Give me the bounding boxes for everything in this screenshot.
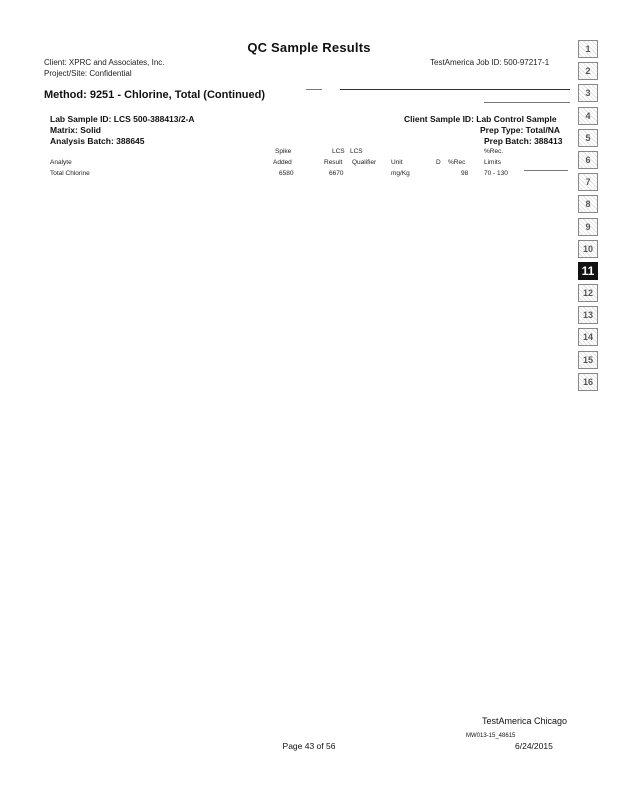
prep-type: Prep Type: Total/NA bbox=[480, 125, 560, 135]
section-tab-2[interactable] bbox=[578, 62, 598, 80]
section-tab-label: 5 bbox=[579, 130, 597, 146]
footer-lab-name: TestAmerica Chicago bbox=[482, 716, 568, 726]
section-tab-3[interactable] bbox=[578, 84, 598, 102]
page-number: Page 43 of 56 bbox=[282, 741, 336, 751]
section-tab-label: 16 bbox=[579, 374, 597, 390]
prep-batch: Prep Batch: 388413 bbox=[484, 136, 563, 146]
section-tab-5[interactable] bbox=[578, 129, 598, 147]
client-sample-id: Client Sample ID: Lab Control Sample bbox=[404, 114, 557, 124]
lab-sample-id: Lab Sample ID: LCS 500-388413/2-A bbox=[50, 114, 195, 124]
col-added: Added bbox=[273, 159, 292, 166]
section-tab-label: 13 bbox=[579, 307, 597, 323]
matrix: Matrix: Solid bbox=[50, 125, 102, 135]
col-result: Result bbox=[324, 159, 343, 166]
section-tab-label: 10 bbox=[579, 241, 597, 257]
section-tab-label: 14 bbox=[579, 329, 597, 345]
section-tab-label: 11 bbox=[581, 263, 595, 278]
section-tab-label: 9 bbox=[579, 219, 597, 235]
project-site: Project/Site: Confidential bbox=[44, 69, 132, 78]
col-lcs-top-1: LCS bbox=[332, 148, 345, 155]
section-tab-strip bbox=[578, 40, 600, 395]
section-tab-14[interactable] bbox=[578, 328, 598, 346]
method-heading: Method: 9251 - Chlorine, Total (Continued) bbox=[44, 89, 266, 101]
col-analyte: Analyte bbox=[50, 159, 72, 166]
col-limits: Limits bbox=[484, 159, 501, 166]
section-tab-label: 4 bbox=[579, 108, 597, 124]
col-rec-top: %Rec. bbox=[484, 148, 504, 155]
cell-added: 6580 bbox=[279, 170, 294, 177]
section-tab-label: 12 bbox=[579, 285, 597, 301]
section-tab-13[interactable] bbox=[578, 306, 598, 324]
cell-limits: 70 - 130 bbox=[484, 170, 508, 177]
section-tab-label: 6 bbox=[579, 152, 597, 168]
client-name: Client: XPRC and Associates, Inc. bbox=[44, 58, 165, 67]
section-tab-8[interactable] bbox=[578, 195, 598, 213]
method-rule-top bbox=[340, 89, 570, 90]
col-lcs-top-2: LCS bbox=[350, 148, 363, 155]
section-tab-4[interactable] bbox=[578, 107, 598, 125]
cell-rec: 98 bbox=[461, 170, 469, 177]
col-d: D bbox=[436, 159, 441, 166]
page-title: QC Sample Results bbox=[247, 40, 371, 55]
section-tab-10[interactable] bbox=[578, 240, 598, 258]
footer-code: MW013-15_48615 bbox=[466, 733, 516, 739]
section-tab-6[interactable] bbox=[578, 151, 598, 169]
section-tab-label: 15 bbox=[579, 352, 597, 368]
section-tab-9[interactable] bbox=[578, 218, 598, 236]
col-unit: Unit bbox=[391, 159, 403, 166]
col-qualifier: Qualifier bbox=[352, 159, 377, 166]
cell-analyte: Total Chlorine bbox=[50, 170, 90, 177]
method-rule-dash bbox=[306, 89, 322, 90]
section-tab-15[interactable] bbox=[578, 351, 598, 369]
col-rec: %Rec bbox=[448, 159, 466, 166]
section-tab-label: 7 bbox=[579, 174, 597, 190]
row-trailing-rule bbox=[524, 170, 568, 171]
section-tab-label: 1 bbox=[579, 41, 597, 57]
section-tab-11[interactable] bbox=[578, 262, 598, 280]
section-tab-label: 2 bbox=[579, 63, 597, 79]
section-tab-7[interactable] bbox=[578, 173, 598, 191]
section-tab-12[interactable] bbox=[578, 284, 598, 302]
section-tab-1[interactable] bbox=[578, 40, 598, 58]
section-tab-label: 3 bbox=[579, 85, 597, 101]
section-tab-label: 8 bbox=[579, 196, 597, 212]
method-rule-bottom bbox=[484, 102, 570, 103]
footer-date: 6/24/2015 bbox=[515, 741, 553, 751]
cell-result: 6670 bbox=[329, 170, 344, 177]
cell-unit: mg/Kg bbox=[391, 170, 410, 177]
section-tab-16[interactable] bbox=[578, 373, 598, 391]
col-spike-top: Spike bbox=[275, 148, 292, 155]
analysis-batch: Analysis Batch: 388645 bbox=[50, 136, 145, 146]
job-id: TestAmerica Job ID: 500-97217-1 bbox=[430, 58, 550, 67]
